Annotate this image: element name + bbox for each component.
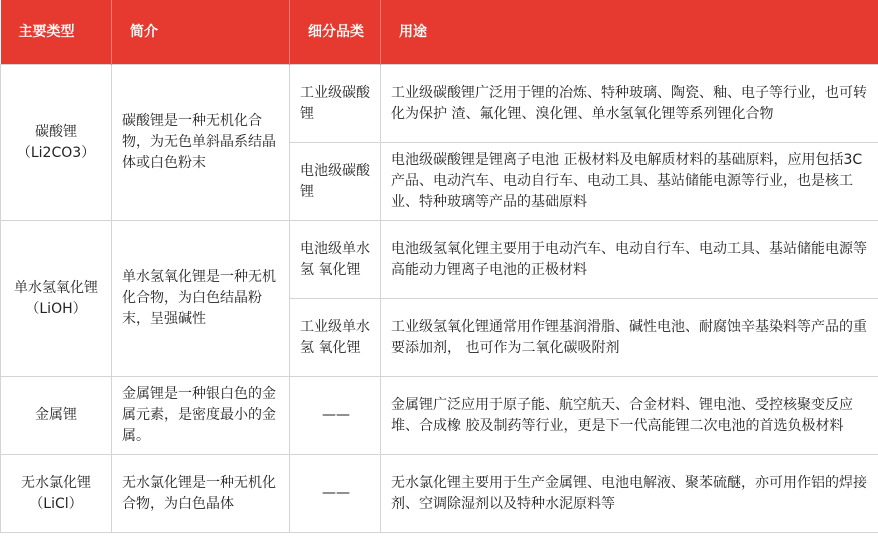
header-use: 用途 xyxy=(381,0,878,65)
subtype-cell: —— xyxy=(290,377,381,455)
type-cell: 单水氢氧化锂（LiOH） xyxy=(1,221,112,377)
use-cell: 工业级氢氧化锂通常用作锂基润滑脂、碱性电池、耐腐蚀辛基染料等产品的重要添加剂， 也可作为二氧化碳吸附剂 xyxy=(381,299,878,377)
header-intro: 简介 xyxy=(112,0,290,65)
type-cell: 无水氯化锂（LiCl） xyxy=(1,455,112,533)
use-cell: 金属锂广泛应用于原子能、航空航天、合金材料、锂电池、受控核聚变反应堆、合成橡 胶及制药等行业，更是下一代高能锂二次电池的首选负极材料 xyxy=(381,377,878,455)
use-cell: 电池级碳酸锂是锂离子电池 正极材料及电解质材料的基础原料，应用包括3C产品、电动汽车、电动自行车、电动工具、基站储能电源等行业，也是核工业、特种玻璃等产品的基础原料 xyxy=(381,143,878,221)
intro-cell: 金属锂是一种银白色的金属元素，是密度最小的金属。 xyxy=(112,377,290,455)
subtype-cell: 电池级碳酸锂 xyxy=(290,143,381,221)
subtype-cell: —— xyxy=(290,455,381,533)
table-row xyxy=(1,65,878,143)
table-row xyxy=(1,221,878,299)
table-row xyxy=(1,377,878,455)
use-cell: 电池级氢氧化锂主要用于电动汽车、电动自行车、电动工具、基站储能电源等高能动力锂离子电池的正极材料 xyxy=(381,221,878,299)
type-cell: 碳酸锂（Li2CO3） xyxy=(1,65,112,221)
use-cell: 工业级碳酸锂广泛用于锂的冶炼、特种玻璃、陶瓷、釉、电子等行业，也可转化为保护 渣、氟化锂、溴化锂、单水氢氧化锂等系列锂化合物 xyxy=(381,65,878,143)
table-row xyxy=(1,455,878,533)
subtype-cell: 工业级碳酸锂 xyxy=(290,65,381,143)
intro-cell: 单水氢氧化锂是一种无机化合物，为白色结晶粉末，呈强碱性 xyxy=(112,221,290,377)
subtype-cell: 工业级单水氢 氧化锂 xyxy=(290,299,381,377)
header-subtype: 细分品类 xyxy=(290,0,381,65)
use-cell: 无水氯化锂主要用于生产金属锂、电池电解液、聚苯硫醚，亦可用作铝的焊接剂、空调除湿剂以及特种水泥原料等 xyxy=(381,455,878,533)
table-header-row xyxy=(1,0,878,65)
header-type: 主要类型 xyxy=(1,0,112,65)
intro-cell: 碳酸锂是一种无机化合物，为无色单斜晶系结晶体或白色粉末 xyxy=(112,65,290,221)
type-cell: 金属锂 xyxy=(1,377,112,455)
intro-cell: 无水氯化锂是一种无机化合物，为白色晶体 xyxy=(112,455,290,533)
subtype-cell: 电池级单水氢 氧化锂 xyxy=(290,221,381,299)
